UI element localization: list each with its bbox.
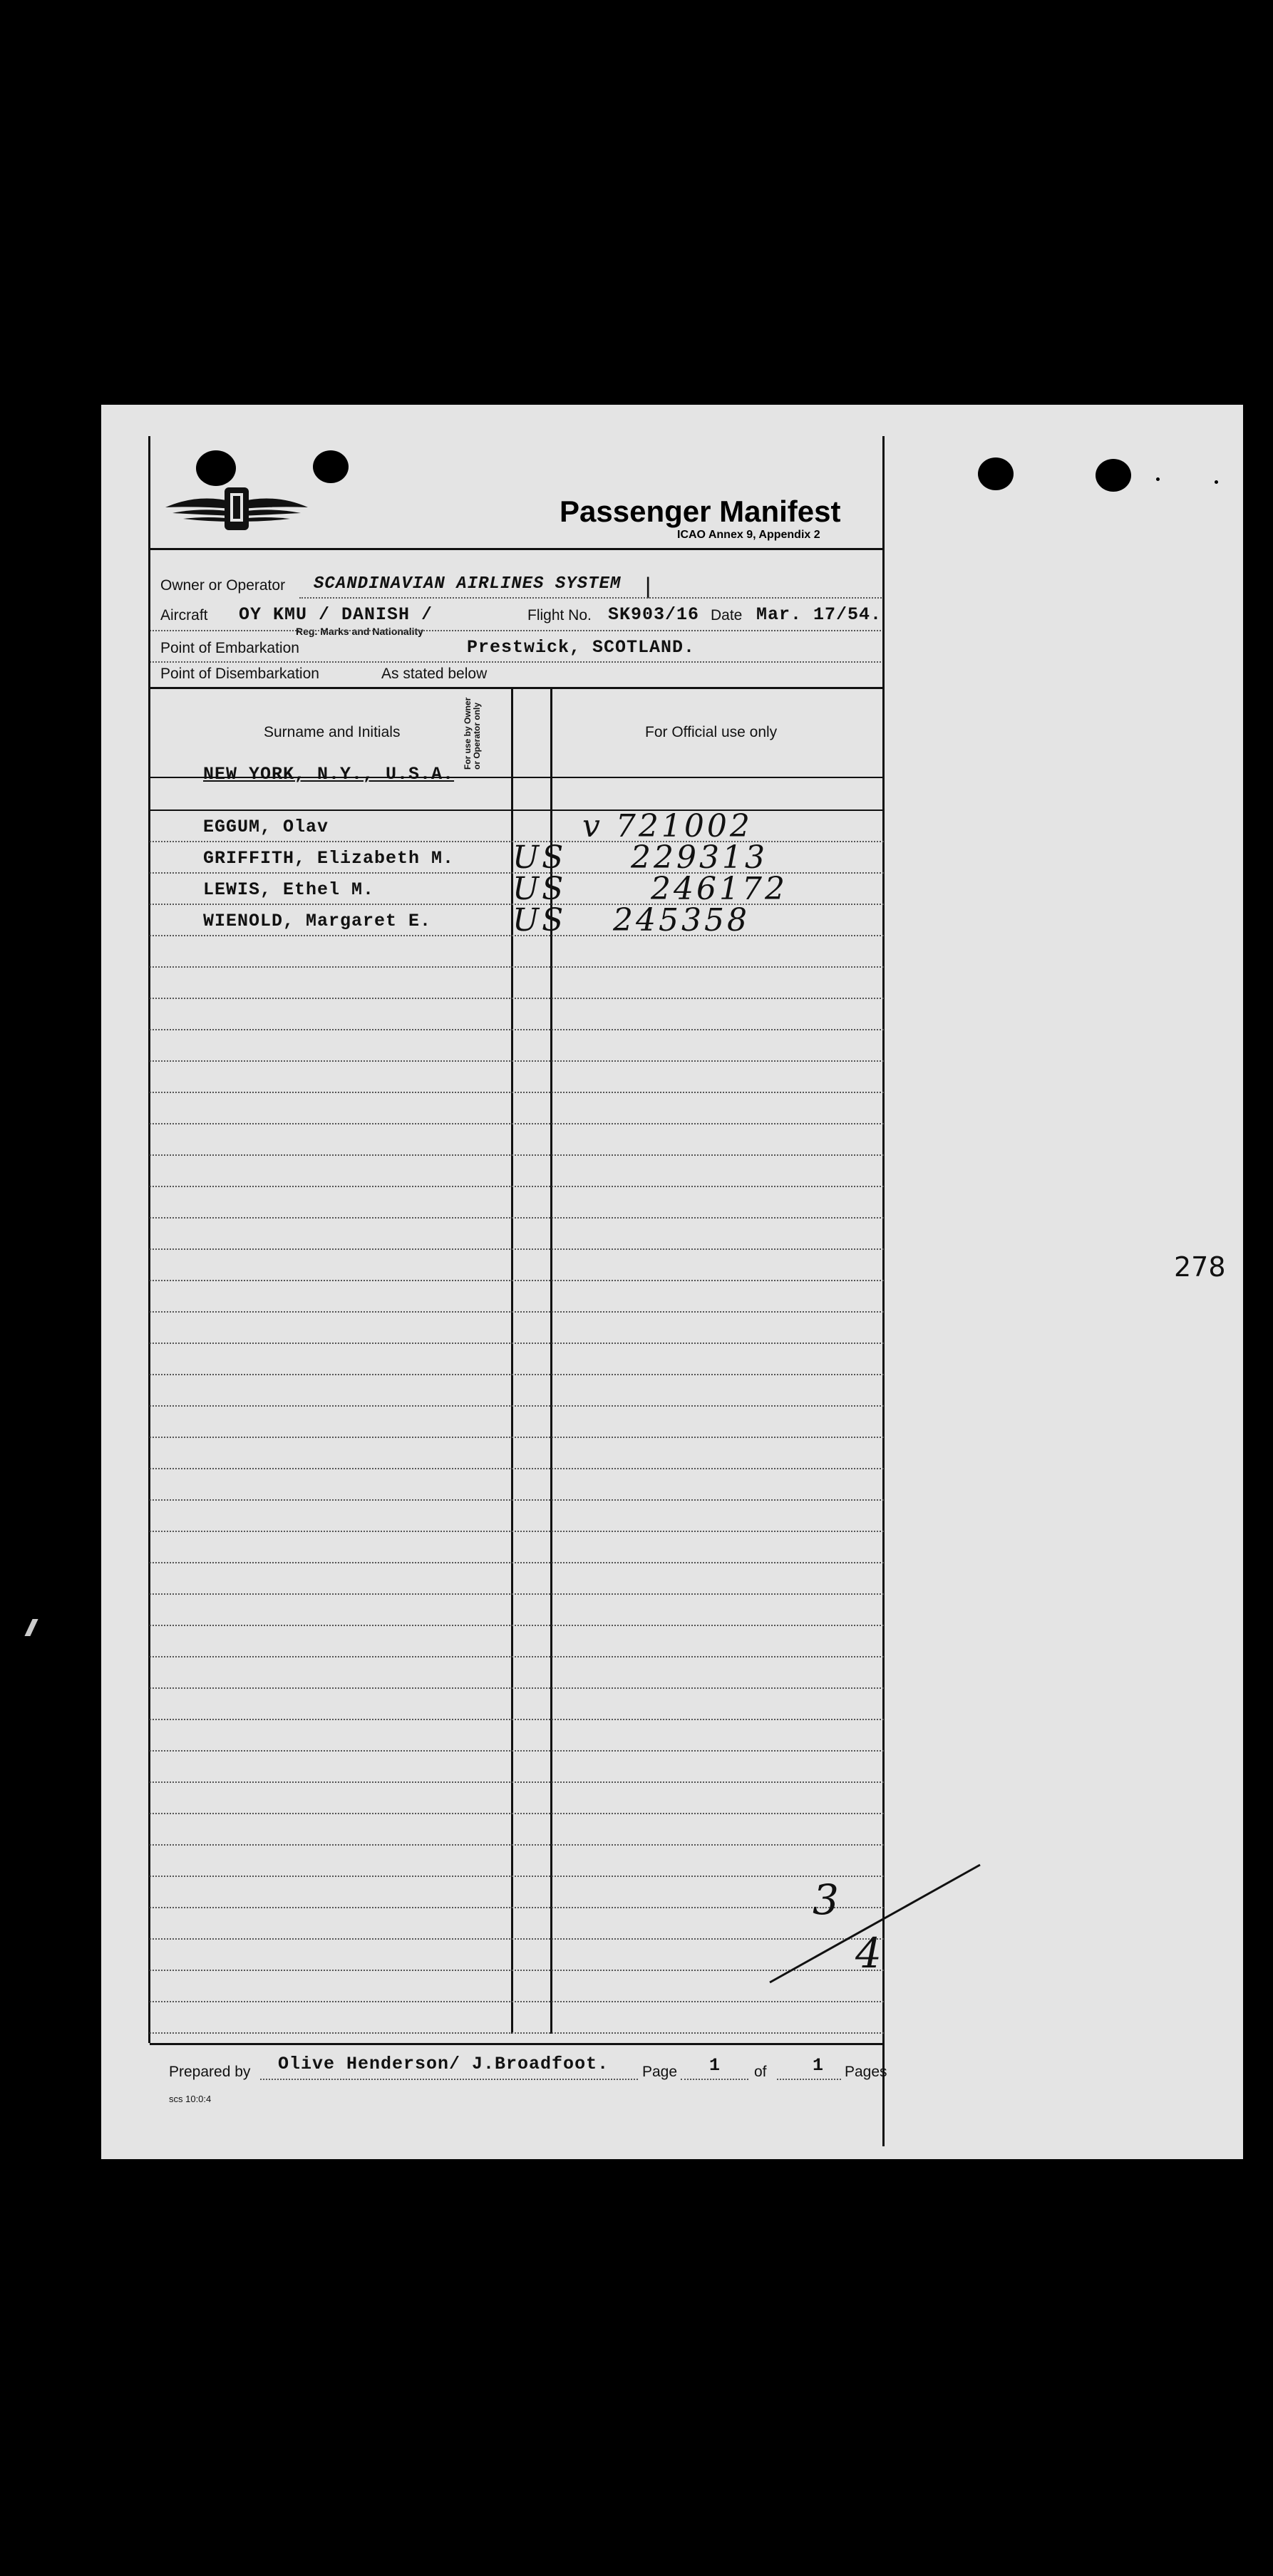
ruled-line (150, 966, 884, 968)
destination-rule (150, 809, 884, 811)
ruled-line (150, 1593, 884, 1595)
ruled-line (150, 1656, 884, 1657)
ruled-line (150, 1625, 884, 1626)
pages-label: Pages (845, 2064, 887, 2080)
ruled-line (150, 1060, 884, 1062)
embark-value: Prestwick, SCOTLAND. (467, 637, 696, 658)
ruled-line (150, 1781, 884, 1783)
of-value: 1 (813, 2055, 825, 2076)
aircraft-line (150, 630, 884, 631)
aircraft-value: OY KMU / DANISH / (239, 604, 433, 625)
passenger-mark: US (512, 871, 567, 907)
form-left-border (148, 436, 150, 2043)
disembark-label: Point of Disembarkation (160, 666, 319, 682)
ruled-line (150, 1687, 884, 1689)
ruled-line (150, 1248, 884, 1250)
ruled-line (150, 1405, 884, 1407)
table-top-rule (150, 687, 884, 689)
ruled-line (150, 841, 884, 842)
punch-hole (313, 450, 349, 483)
ruled-line (150, 1311, 884, 1313)
ruled-line (150, 935, 884, 936)
reg-marks-label: Reg. Marks and Nationality (296, 626, 423, 637)
date-value: Mar. 17/54. (756, 604, 882, 625)
page-line (681, 2079, 748, 2080)
ruled-line (150, 1029, 884, 1030)
ruled-line (150, 1750, 884, 1752)
ruled-line (150, 1719, 884, 1720)
ruled-line (150, 2032, 884, 2034)
passenger-official-number: 245358 (613, 902, 750, 938)
embark-line (150, 661, 884, 663)
header-rule (150, 548, 884, 550)
ruled-line (150, 1123, 884, 1124)
owner-label: Owner or Operator (160, 577, 286, 594)
of-label: of (754, 2064, 767, 2080)
column-header-official: For Official use only (645, 724, 778, 740)
passenger-official-number: v 721002 (582, 808, 753, 844)
disembark-value: As stated below (381, 666, 488, 682)
form-code: scs 10:0:4 (169, 2094, 212, 2104)
ruled-line (150, 1217, 884, 1219)
ruled-line (150, 1092, 884, 1093)
passenger-official-number: 246172 (651, 871, 788, 907)
footer-rule (150, 2043, 884, 2045)
of-line (777, 2079, 841, 2080)
passenger-name: LEWIS, Ethel M. (203, 879, 375, 900)
fraction-top: 3 (813, 1876, 839, 1924)
ruled-line (150, 1374, 884, 1375)
page-title: Passenger Manifest (560, 495, 841, 528)
edge-mark (24, 1619, 38, 1636)
date-label: Date (711, 607, 743, 624)
page-label: Page (642, 2064, 678, 2080)
ruled-line (150, 1562, 884, 1563)
flight-label: Flight No. (527, 607, 592, 624)
page-value: 1 (709, 2055, 721, 2076)
punch-hole (1096, 459, 1131, 492)
prepared-value: Olive Henderson/ J.Broadfoot. (278, 2054, 609, 2074)
ruled-line (150, 1280, 884, 1281)
passenger-name: EGGUM, Olav (203, 817, 329, 837)
aircraft-label: Aircraft (160, 607, 208, 624)
column-header-owner-use: For use by Owner or Operator only (463, 697, 482, 770)
passenger-official-number: 229313 (631, 839, 768, 876)
embark-label: Point of Embarkation (160, 640, 299, 656)
fraction-bottom: 4 (855, 1929, 882, 1977)
flight-value: SK903/16 (608, 604, 700, 625)
ruled-line (150, 1154, 884, 1156)
column-header-surname: Surname and Initials (264, 724, 401, 740)
prepared-label: Prepared by (169, 2064, 251, 2080)
speck (1215, 480, 1218, 484)
owner-line (299, 597, 884, 599)
ruled-line (150, 872, 884, 874)
owner-separator: | (645, 573, 651, 599)
speck (1156, 477, 1160, 481)
ruled-line (150, 2001, 884, 2002)
ruled-line (150, 1343, 884, 1344)
airline-wings-logo-icon (162, 472, 311, 543)
ruled-line (150, 998, 884, 999)
passenger-name: WIENOLD, Margaret E. (203, 911, 432, 931)
ruled-line (150, 1437, 884, 1438)
ruled-line (150, 1813, 884, 1814)
destination-label: NEW YORK, N.Y., U.S.A. (203, 764, 455, 785)
ruled-line (150, 1531, 884, 1532)
manifest-form (146, 436, 887, 2132)
owner-value: SCANDINAVIAN AIRLINES SYSTEM (314, 574, 622, 594)
document-number: 278 (1174, 1251, 1226, 1283)
ruled-line (150, 904, 884, 905)
passenger-name: GRIFFITH, Elizabeth M. (203, 848, 455, 869)
page-subtitle: ICAO Annex 9, Appendix 2 (677, 529, 820, 541)
passenger-mark: US (512, 839, 567, 876)
prepared-line (260, 2079, 638, 2080)
ruled-line (150, 1499, 884, 1501)
punch-hole (978, 457, 1014, 490)
passenger-mark: US (512, 902, 567, 938)
ruled-line (150, 1468, 884, 1469)
ruled-line (150, 1186, 884, 1187)
ruled-line (150, 1844, 884, 1846)
